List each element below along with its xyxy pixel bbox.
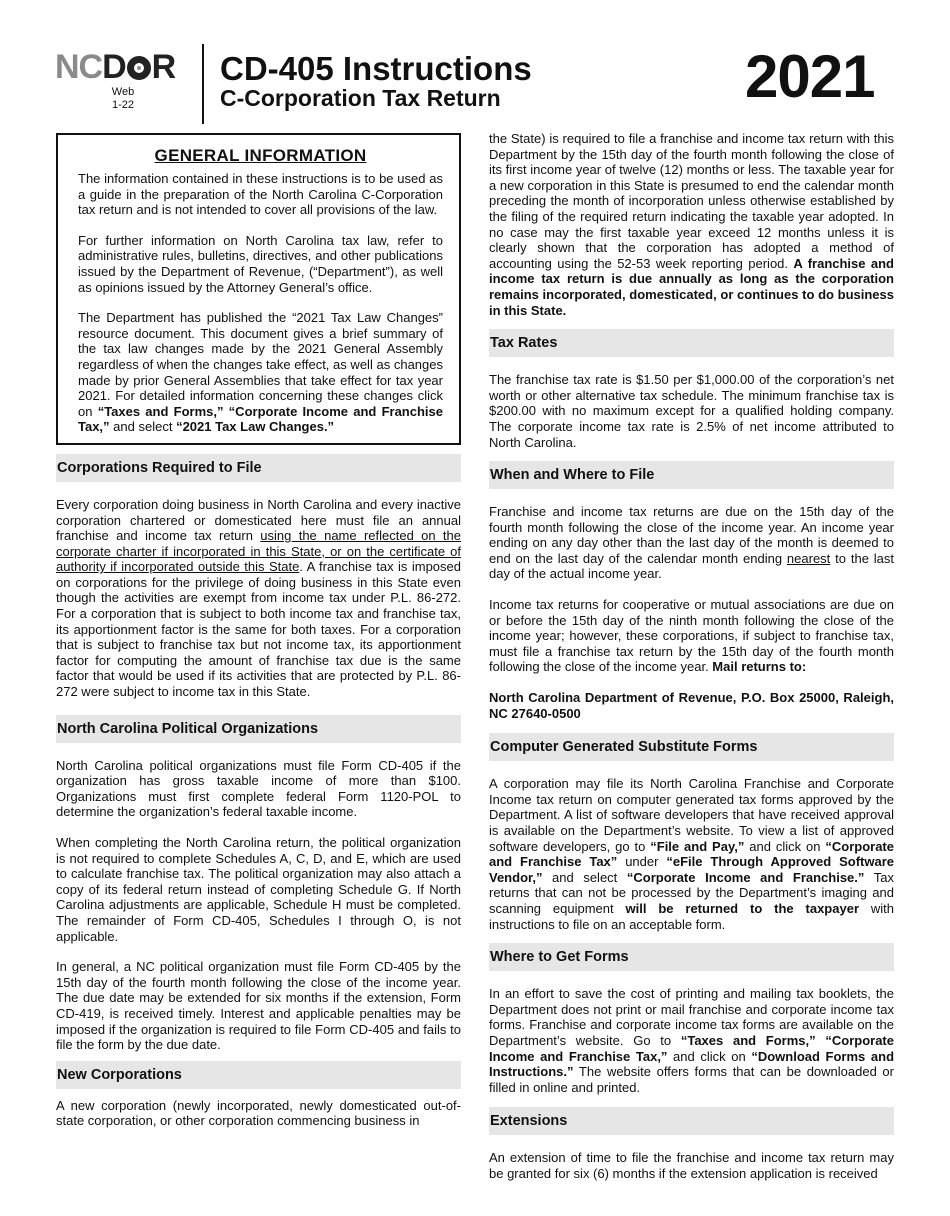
new-corporations-paragraph-start: A new corporation (newly incorporated, newly domesticated out-of-state corporation, or other corporation commencing business in [56, 1097, 461, 1129]
sub-text-c: and click on [744, 838, 826, 854]
when-where-paragraph-1 [489, 504, 894, 582]
new-corporations-heading: New Corporations [56, 1061, 461, 1089]
sub-returned-to-taxpayer: will be returned to the taxpayer [625, 900, 859, 916]
where-to-get-forms-paragraph [489, 986, 894, 1095]
forms-taxes-and-forms: “Taxes and Forms,” “Corporate Income and Franchise Tax,” [489, 1032, 894, 1064]
mailing-address [489, 690, 894, 721]
sub-efile-vendor: “eFile Through Approved Software Vendor,” [489, 854, 894, 885]
corporations-required-paragraph [56, 497, 461, 700]
when-where-heading: When and Where to File [489, 461, 894, 489]
general-information-box [56, 133, 461, 445]
when-where-underlined: nearest [786, 550, 831, 566]
where-to-get-forms-heading: Where to Get Forms [489, 943, 894, 971]
general-information-heading: GENERAL INFORMATION [154, 146, 367, 165]
sub-text-k: with instructions to file on an acceptable form. [489, 900, 894, 932]
political-organizations-heading: North Carolina Political Organizations [56, 715, 461, 743]
sub-corporate-franchise-tax: “Corporate and Franchise Tax” [489, 838, 894, 870]
page-title: CD-405 Instructions [220, 50, 532, 87]
new-corporations-paragraph-continued [489, 131, 894, 318]
tax-rates-heading: Tax Rates [489, 329, 894, 357]
corps-text-a: Every corporation doing business in North Carolina and every inactive corporation chartered or domesticated here must file an annual franchise and income tax return [56, 496, 461, 544]
forms-text-c: and click on [667, 1048, 752, 1064]
ncdor-logo [55, 48, 183, 111]
logo-d-text: D [102, 48, 126, 86]
new-corps-bold-text: A franchise and income tax return is due annually as long as the corporation remains incorporated, domesticated, or continues to do business in this State. [489, 255, 895, 318]
right-column [489, 131, 894, 1197]
tax-rates-paragraph: The franchise tax rate is $1.50 per $1,000.00 of the corporation’s net worth or other alternative tax schedule. The minimum franchise tax is $200.00 with no maximum except for a qualified holding company. The corporate income tax rate is 2.5% of net income attributed to North Carolina. [489, 372, 894, 450]
general-paragraph-1: The information contained in these instructions is to be used as a guide in the preparation of the North Carolina C-Corporation tax return and is not intended to cover all provisions of the law. [78, 171, 443, 218]
when-where-text-c: Income tax returns for cooperative or mutual associations are due on or before the 15th day of the ninth month following the close of the income year; however, these corporations, if subject to franchise tax, must file a franchise tax return by the 15th day of the fourth month following the close of the income year. [489, 597, 894, 675]
tax-year: 2021 [745, 43, 875, 110]
new-corps-text: the State) is required to file a franchise and income tax return with this Department by the 15th day of the fourth month following the close of its first income year of twelve (12) months or less. The taxable year for a new corporation in this State is presumed to end the calendar month preceding the month of incorporation unless otherwise established by the filing of the required return indicating the taxable year adopted. In no case may the first taxable year exceed 12 months unless it is clearly shown that the corporation has adopted a method of accounting using the 52-53 week reporting period. [489, 131, 894, 271]
logo-r-text: R [151, 48, 176, 86]
forms-download: “Download Forms and Instructions.” [489, 1048, 895, 1080]
corps-text-b: . A franchise tax is imposed on corporations for the privilege of doing business in this State even though the activities are exempt from income tax under P.L. 86-272. For a corporation that is subject to both income tax and franchise tax, its apportionment factor is the same for both taxes. For a corporation that is subject to franchise tax but not income tax, its apportionment factor for computing the amount of franchise tax due is the same factor that would be used if its activities that are protected by P.L. 86-272 were subject to income tax in this State. [56, 559, 461, 700]
general-p3-text: The Department has published the “2021 Tax Law Changes” resource document. This document gives a brief summary of the tax law changes made by the 2021 General Assembly regardless of when the changes take effect, as well as changes made by prior General Assemblies that take effect for tax year 2021. For detailed information concerning these changes click on [78, 310, 443, 419]
corps-underlined-text: using the name reflected on the corporate charter if incorporated in this State, or on the certificate of authority if incorporated outside this State [56, 528, 461, 575]
logo-web-label: Web [111, 86, 135, 98]
sub-corporate-income-franchise: “Corporate Income and Franchise.” [626, 869, 865, 885]
general-p3-link-path: “Taxes and Forms,” “Corporate Income and Franchise Tax,” [78, 403, 443, 435]
page-subtitle: C-Corporation Tax Return [220, 85, 501, 111]
substitute-forms-heading: Computer Generated Substitute Forms [489, 733, 894, 761]
logo-revision [103, 86, 143, 112]
sub-text-g: and select [542, 869, 627, 885]
sub-text-i: Tax returns that can not be processed by the Department’s imaging and scanning equipment [489, 869, 894, 916]
forms-text-a: In an effort to save the cost of printing and mailing tax booklets, the Department does not print or mail franchise and corporate income tax forms. Franchise and corporate income tax forms are available on the Department’s website. Go to [489, 986, 894, 1048]
substitute-forms-paragraph [489, 776, 894, 932]
extensions-paragraph: An extension of time to file the franchise and income tax return may be granted for six (6) months if the extension application is received [489, 1150, 894, 1181]
logo-nc-text: NC [55, 48, 103, 86]
general-paragraph-3 [78, 310, 443, 435]
left-column [56, 133, 461, 1144]
corporations-required-heading: Corporations Required to File [56, 454, 461, 482]
mail-returns-label: Mail returns to: [712, 659, 807, 675]
logo-o-icon [127, 56, 151, 80]
political-paragraph-1: North Carolina political organizations must file Form CD-405 if the organization has gross taxable income of more than $100. Organizations must first complete federal Form 1120-POL to determine the organization’s federal taxable income. [56, 757, 461, 820]
general-p3-link-changes: “2021 Tax Law Changes.” [176, 419, 335, 435]
political-paragraph-3: In general, a NC political organization must file Form CD-405 by the 15th day of the fourth month following the close of the income year. The due date may be extended for six months if the extension, Form CD-419, is received timely. Interest and applicable penalties may be imposed if the organization is required to file Form CD-405 and fails to file the form by the due date. [56, 959, 461, 1053]
general-paragraph-2: For further information on North Carolina tax law, refer to administrative rules, bulletins, directives, and other publications issued by the Department of Revenue, (“Department”), as well as opinions issued by the Attorney General’s office. [78, 232, 443, 295]
sub-text-e: under [617, 854, 667, 870]
header-divider [202, 44, 204, 124]
forms-text-e: The website offers forms that can be downloaded or filled in online and printed. [489, 1064, 894, 1095]
general-p3-text-2: and select [109, 419, 177, 435]
logo-revision-date: 1-22 [111, 99, 135, 111]
extensions-heading: Extensions [489, 1107, 894, 1135]
when-where-text-a: Franchise and income tax returns are due on the 15th day of the fourth month following the close of the income year. An income year ending on any day other than the last day of the month is deemed to end on the last day of the calendar month ending [489, 504, 894, 566]
mailing-address-text: North Carolina Department of Revenue, P.O. Box 25000, Raleigh, NC 27640-0500 [489, 690, 894, 721]
sub-text-a: A corporation may file its North Carolina Franchise and Corporate Income tax return on computer generated tax forms approved by the Department. A list of software developers that have received approval is available on the Department’s website. To view a list of approved software developers, go to [489, 776, 894, 854]
when-where-text-b: to the last day of the actual income year. [489, 550, 895, 582]
sub-file-and-pay: “File and Pay,” [650, 838, 745, 854]
political-paragraph-2: When completing the North Carolina return, the political organization is not required to complete Schedules A, C, D, and E, which are used to calculate franchise tax. The political organization may also attach a copy of its federal return instead of completing Schedule G. If North Carolina adjustments are applicable, Schedule H must be completed. The remainder of Form CD-405, Schedules I through O, is not applicable. [56, 835, 461, 944]
when-where-paragraph-2 [489, 597, 894, 675]
